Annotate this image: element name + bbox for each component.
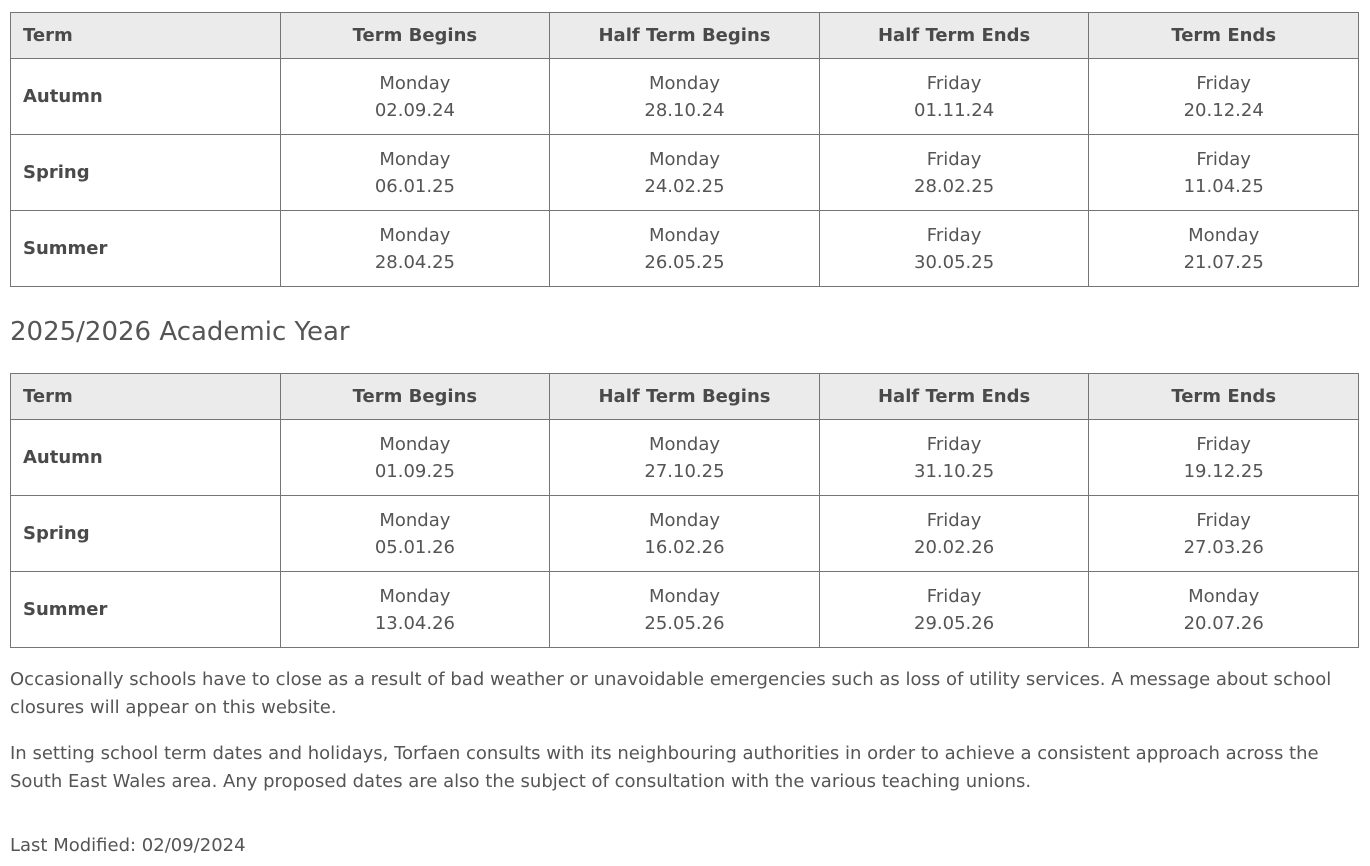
date-cell — [280, 135, 550, 211]
date-cell — [1089, 59, 1359, 135]
cell-date: 02.09.24 — [374, 99, 455, 121]
date-cell — [280, 59, 550, 135]
header-term-ends: Term Ends — [1089, 374, 1359, 420]
cell-date: 24.02.25 — [644, 175, 725, 197]
cell-date: 01.11.24 — [914, 99, 995, 121]
cell-day: Friday — [926, 509, 982, 531]
date-cell — [550, 59, 820, 135]
cell-day: Monday — [379, 72, 451, 94]
table-row — [11, 496, 1359, 572]
date-cell — [280, 420, 550, 496]
cell-day: Monday — [648, 224, 721, 246]
table-row — [11, 211, 1359, 287]
cell-date: 28.04.25 — [374, 251, 455, 273]
date-cell — [819, 59, 1089, 135]
term-dates-table-2025-26 — [10, 373, 1359, 648]
header-term: Term — [11, 374, 281, 420]
term-dates-table-2024-25 — [10, 12, 1359, 287]
date-cell — [819, 420, 1089, 496]
cell-date: 26.05.25 — [644, 251, 725, 273]
term-name: Summer — [11, 211, 281, 287]
cell-day: Friday — [926, 72, 982, 94]
cell-day: Monday — [1188, 224, 1260, 246]
date-cell — [819, 572, 1089, 648]
cell-date: 06.01.25 — [374, 175, 455, 197]
consultation-notice: In setting school term dates and holidays, Torfaen consults with its neighbouring authorities in order to achieve a consistent approach across the South East Wales area. Any proposed dates are also the subject of consultation with the various teaching unions. — [10, 743, 1319, 792]
header-half-term-begins: Half Term Begins — [550, 13, 820, 59]
cell-day: Monday — [648, 585, 721, 607]
cell-date: 28.02.25 — [914, 175, 995, 197]
cell-day: Monday — [379, 433, 451, 455]
cell-day: Monday — [379, 224, 451, 246]
term-name: Spring — [11, 496, 281, 572]
date-cell — [550, 572, 820, 648]
date-cell — [819, 135, 1089, 211]
header-half-term-ends: Half Term Ends — [819, 13, 1089, 59]
cell-day: Friday — [926, 585, 982, 607]
cell-date: 20.02.26 — [914, 536, 995, 558]
cell-date: 29.05.26 — [914, 612, 995, 634]
table-row — [11, 135, 1359, 211]
cell-date: 13.04.26 — [374, 612, 455, 634]
academic-year-heading: 2025/2026 Academic Year — [10, 317, 350, 347]
date-cell — [550, 211, 820, 287]
cell-day: Friday — [1196, 148, 1251, 170]
header-term-ends: Term Ends — [1089, 13, 1359, 59]
date-cell — [1089, 211, 1359, 287]
header-term-begins: Term Begins — [280, 13, 550, 59]
cell-day: Friday — [926, 148, 982, 170]
cell-date: 28.10.24 — [644, 99, 725, 121]
header-term-begins: Term Begins — [280, 374, 550, 420]
cell-day: Friday — [1196, 72, 1251, 94]
cell-date: 20.12.24 — [1183, 99, 1264, 121]
term-name: Autumn — [11, 59, 281, 135]
cell-date: 20.07.26 — [1183, 612, 1264, 634]
table-row — [11, 572, 1359, 648]
date-cell — [819, 211, 1089, 287]
cell-day: Monday — [1188, 585, 1260, 607]
cell-day: Monday — [648, 148, 721, 170]
header-half-term-ends: Half Term Ends — [819, 374, 1089, 420]
date-cell — [550, 135, 820, 211]
cell-date: 31.10.25 — [914, 460, 995, 482]
table-row — [11, 59, 1359, 135]
date-cell — [280, 572, 550, 648]
table-row — [11, 420, 1359, 496]
term-name: Autumn — [11, 420, 281, 496]
cell-date: 30.05.25 — [914, 251, 995, 273]
term-name: Spring — [11, 135, 281, 211]
date-cell — [819, 496, 1089, 572]
date-cell — [280, 496, 550, 572]
cell-date: 27.10.25 — [644, 460, 725, 482]
table-header-row — [11, 13, 1359, 59]
date-cell — [1089, 572, 1359, 648]
cell-date: 19.12.25 — [1183, 460, 1264, 482]
cell-date: 16.02.26 — [644, 536, 725, 558]
cell-day: Friday — [926, 224, 982, 246]
cell-date: 05.01.26 — [374, 536, 455, 558]
cell-day: Monday — [379, 148, 451, 170]
closure-notice: Occasionally schools have to close as a result of bad weather or unavoidable emergencies such as loss of utility services. A message about school closures will appear on this website. — [10, 669, 1332, 718]
last-modified: Last Modified: 02/09/2024 — [10, 835, 246, 856]
header-half-term-begins: Half Term Begins — [550, 374, 820, 420]
cell-date: 01.09.25 — [374, 460, 455, 482]
cell-day: Monday — [648, 509, 721, 531]
cell-day: Friday — [1196, 433, 1251, 455]
date-cell — [280, 211, 550, 287]
cell-day: Monday — [648, 72, 721, 94]
cell-date: 21.07.25 — [1183, 251, 1264, 273]
date-cell — [1089, 420, 1359, 496]
cell-day: Friday — [926, 433, 982, 455]
cell-day: Friday — [1196, 509, 1251, 531]
date-cell — [1089, 496, 1359, 572]
cell-day: Monday — [379, 585, 451, 607]
date-cell — [550, 496, 820, 572]
cell-day: Monday — [379, 509, 451, 531]
cell-date: 27.03.26 — [1183, 536, 1264, 558]
table-header-row — [11, 374, 1359, 420]
term-name: Summer — [11, 572, 281, 648]
date-cell — [550, 420, 820, 496]
cell-date: 11.04.25 — [1183, 175, 1264, 197]
cell-date: 25.05.26 — [644, 612, 725, 634]
cell-day: Monday — [648, 433, 721, 455]
header-term: Term — [11, 13, 281, 59]
date-cell — [1089, 135, 1359, 211]
